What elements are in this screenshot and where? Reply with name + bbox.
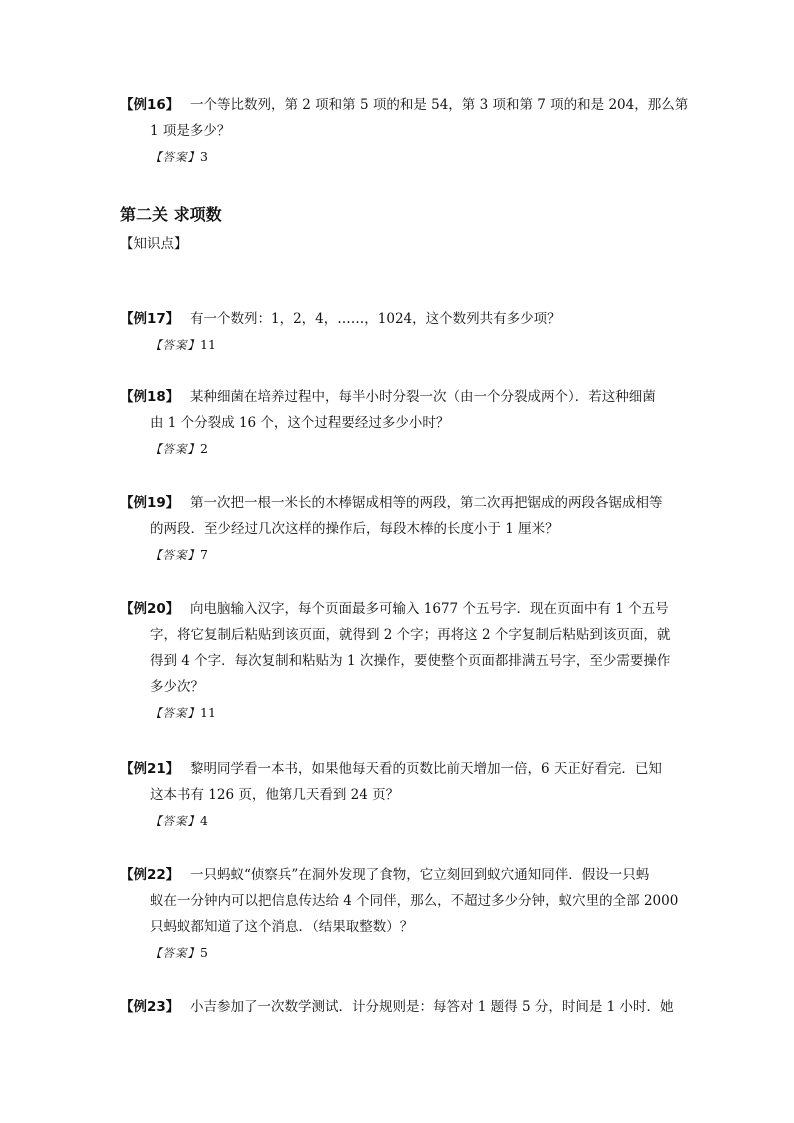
problem-text: 这本书有 126 页，他第几天看到 24 页？	[150, 787, 400, 803]
problem-text: 第一次把一根一米长的木棒锯成相等的两段，第二次再把锯成的两段各锯成相等	[190, 495, 663, 511]
problem-tag: 【例20】	[120, 601, 180, 617]
problem-text: 黎明同学看一本书，如果他每天看的页数比前天增加一倍，6 天正好看完．已知	[190, 761, 662, 777]
answer-value: 11	[200, 705, 216, 720]
problem-text: 有一个数列：1，2，4，……，1024，这个数列共有多少项？	[190, 311, 561, 327]
answer-label: 【答案】	[150, 706, 200, 720]
answer	[120, 144, 680, 170]
problem-18	[120, 384, 680, 462]
problem-tag: 【例23】	[120, 999, 180, 1015]
problem-22	[120, 862, 680, 966]
problem-text: 1 项是多少？	[150, 123, 231, 139]
problem-text: 一只蚂蚁“侦察兵”在洞外发现了食物，它立刻回到蚁穴通知同伴．假设一只蚂	[190, 867, 650, 883]
problem-text: 得到 4 个字．每次复制和粘贴为 1 次操作，要使整个页面都排满五号字，至少需要操作	[150, 653, 671, 669]
problem-23	[120, 994, 680, 1020]
answer-value: 3	[200, 149, 208, 164]
problem-21	[120, 756, 680, 834]
answer-value: 5	[200, 945, 208, 960]
answer	[120, 542, 680, 568]
problem-tag: 【例21】	[120, 761, 180, 777]
problem-tag: 【例17】	[120, 311, 180, 327]
answer	[120, 436, 680, 462]
problem-text: 一个等比数列，第 2 项和第 5 项的和是 54，第 3 项和第 7 项的和是 204，那么第	[190, 97, 689, 113]
answer	[120, 700, 680, 726]
problem-tag: 【例18】	[120, 389, 180, 405]
problem-text: 只蚂蚁都知道了这个消息．（结果取整数）？	[150, 919, 414, 935]
answer-label: 【答案】	[150, 442, 200, 456]
problem-17	[120, 306, 680, 358]
answer-label: 【答案】	[150, 548, 200, 562]
answer-label: 【答案】	[150, 338, 200, 352]
answer-label: 【答案】	[150, 150, 200, 164]
problem-text: 蚁在一分钟内可以把信息传达给 4 个同伴，那么，不超过多少分钟，蚁穴里的全部 2000	[150, 893, 679, 909]
problem-text: 多少次？	[150, 679, 204, 695]
problem-text: 某种细菌在培养过程中，每半小时分裂一次（由一个分裂成两个）．若这种细菌	[190, 389, 656, 405]
problem-text: 字，将它复制后粘贴到该页面，就得到 2 个字；再将这 2 个字复制后粘贴到该页面，就	[150, 627, 671, 643]
problem-16	[120, 92, 689, 170]
problem-text: 的两段．至少经过几次这样的操作后，每段木棒的长度小于 1 厘米？	[150, 521, 559, 537]
problem-text: 小吉参加了一次数学测试．计分规则是：每答对 1 题得 5 分，时间是 1 小时．她	[190, 999, 674, 1015]
problem-tag: 【例22】	[120, 867, 180, 883]
answer-value: 7	[200, 547, 208, 562]
answer-value: 11	[200, 337, 216, 352]
answer-label: 【答案】	[150, 814, 200, 828]
problem-tag: 【例16】	[120, 97, 180, 113]
problem-text: 由 1 个分裂成 16 个，这个过程要经过多少小时？	[150, 415, 450, 431]
answer-value: 2	[200, 441, 208, 456]
problem-20	[120, 596, 680, 726]
problem-text: 向电脑输入汉字，每个页面最多可输入 1677 个五号字．现在页面中有 1 个五号	[190, 601, 669, 617]
knowledge-point-label: 【知识点】	[120, 236, 188, 252]
answer-value: 4	[200, 813, 208, 828]
answer	[120, 332, 680, 358]
answer	[120, 808, 680, 834]
answer	[120, 940, 680, 966]
problem-19	[120, 490, 680, 568]
problem-tag: 【例19】	[120, 495, 180, 511]
section-title: 第二关 求项数	[120, 205, 222, 224]
answer-label: 【答案】	[150, 946, 200, 960]
